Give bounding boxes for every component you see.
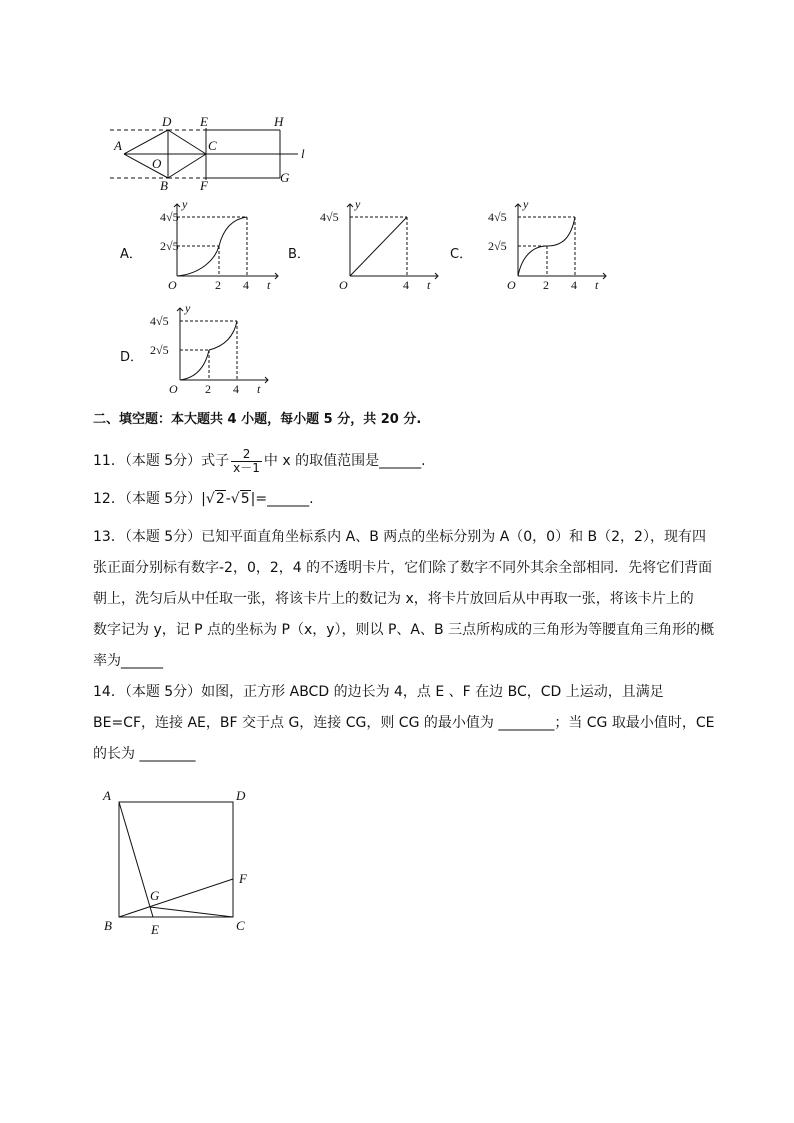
point-b: B [160,178,168,192]
x-label-4: 4 [403,278,409,292]
y-label-2r5: 2√5 [160,239,179,253]
axis-t-label: t [595,278,599,292]
x-label-2: 2 [215,278,221,292]
point-h: H [274,114,284,129]
option-b-label: B． [288,247,310,262]
q13-line-5: 率为______ [93,653,163,669]
point-e: E [200,114,208,129]
q13-line-4: 数字记为 y，记 P 点的坐标为 P（x，y），则以 P、A、B 三点所构成的三角形为等腰直角三角形的概 [93,622,715,638]
y-label-4r5: 4√5 [488,210,507,224]
q11-fraction-denominator: x－1 [233,460,260,475]
q13-line-3: 朝上，洗匀后从中任取一张，将该卡片上的数记为 x，将卡片放回后从中再取一张，将该卡片上的 [93,591,694,607]
point-e: E [151,922,159,937]
q12-radicand-1: 2 [215,491,225,507]
axis-y-label: y [185,302,191,315]
rhombus-rectangle-figure [110,112,320,192]
q11-prefix: 11．（本题 5分）式子 [93,453,230,469]
axis-y-label: y [355,198,361,211]
q12-minus: - [225,491,231,507]
sqrt-sign: √ [230,491,240,507]
point-g: G [280,170,290,185]
axis-t-label: t [257,382,261,396]
point-f: F [200,178,208,192]
origin-label: O [507,278,516,292]
axis-y-label: y [523,198,529,211]
origin-label: O [168,278,177,292]
option-d-label: D． [120,350,144,365]
line-l: l [301,146,305,161]
q11-suffix: 中 x 的取值范围是______. [263,453,426,469]
square-abcd-figure [95,782,265,942]
option-b-graph [320,198,445,296]
x-label-2: 2 [205,382,211,396]
x-label-4: 4 [571,278,577,292]
y-label-4r5: 4√5 [320,210,339,224]
point-c: C [236,918,245,933]
q14-line-3: 的长为 ________ [93,746,196,762]
point-c: C [208,138,217,153]
y-label-4r5: 4√5 [160,210,179,224]
point-b: B [104,918,112,933]
q13-line-2: 张正面分别标有数字-2，0，2，4 的不透明卡片，它们除了数字不同外其余全部相同．先将它们背面 [93,560,713,576]
point-f: F [239,871,247,886]
q12-suffix: |=______. [250,491,314,507]
q13-line-1: 13．（本题 5分）已知平面直角坐标系内 A、B 两点的坐标分别为 A（0，0）和 B（2，2），现有四 [93,529,706,545]
option-c-label: C． [450,247,473,262]
x-label-4: 4 [243,278,249,292]
q14-line-1: 14．（本题 5分）如图，正方形 ABCD 的边长为 4，点 E 、F 在边 BC，CD 上运动，且满足 [93,684,664,700]
y-label-2r5: 2√5 [150,343,169,357]
q11-fraction-numerator: 2 [231,448,262,462]
q11-fraction [231,448,262,475]
question-12 [93,489,705,509]
option-d-graph [150,302,275,400]
point-d: D [236,788,246,803]
q12-prefix: 12．（本题 5分）| [93,491,206,507]
axis-t-label: t [267,278,271,292]
point-a: A [103,788,111,803]
axis-y-label: y [182,198,188,211]
x-label-4: 4 [233,382,239,396]
option-c-graph [488,198,613,296]
point-a: A [114,138,122,153]
point-g: G [150,888,160,903]
y-label-2r5: 2√5 [488,239,507,253]
option-a-graph [160,198,285,296]
option-a-label: A． [120,247,142,262]
axis-t-label: t [427,278,431,292]
point-o: O [152,156,162,171]
point-d: D [162,114,172,129]
y-label-4r5: 4√5 [150,314,169,328]
origin-label: O [339,278,348,292]
q12-radicand-2: 5 [240,491,250,507]
x-label-2: 2 [543,278,549,292]
sqrt-sign: √ [205,491,215,507]
q14-line-2: BE=CF，连接 AE，BF 交于点 G，连接 CG，则 CG 的最小值为 ________；当 CG 取最小值时，CE [93,715,715,731]
question-11 [93,446,705,476]
section-title: 二、填空题：本大题共 4 小题，每小题 5 分，共 20 分. [93,412,422,427]
origin-label: O [169,382,178,396]
